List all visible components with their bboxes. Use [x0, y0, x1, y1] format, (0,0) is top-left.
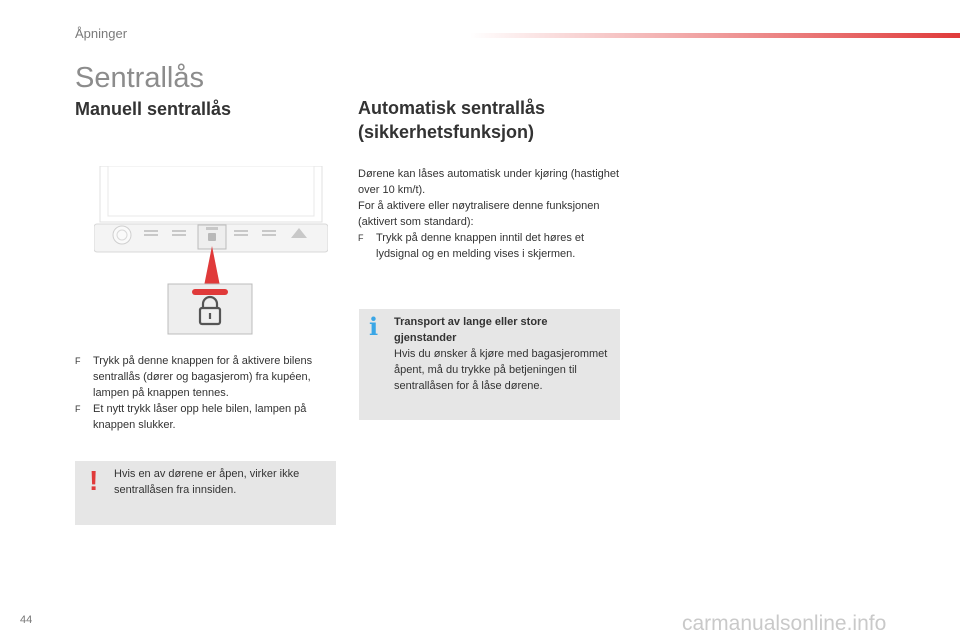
section-label: Åpninger — [75, 26, 128, 41]
right-heading: Automatisk sentrallås (sikkerhetsfunksjon) — [358, 98, 546, 142]
bullet-icon: F — [75, 404, 81, 414]
warning-icon: ! — [89, 465, 99, 496]
bullet-text: Trykk på denne knappen for å aktivere bilens sentrallås (dører og bagasjerom) fra kupéen, lampen på knappen tennes. — [93, 355, 313, 399]
info-content — [394, 314, 612, 394]
bullet-item — [358, 230, 620, 262]
left-heading: Manuell sentrallås — [75, 99, 232, 119]
page-number: 44 — [20, 614, 33, 626]
central-locking-illustration — [94, 166, 328, 342]
bullet-icon: F — [75, 356, 81, 366]
paragraph-1: Dørene kan låses automatisk under kjøring (hastighet over 10 km/t). — [358, 168, 620, 196]
info-icon: i — [369, 312, 379, 341]
watermark: carmanualsonline.info — [682, 612, 887, 635]
info-text: Hvis du ønsker å kjøre med bagasjerommet åpent, må du trykke på betjeningen til sentrallåsen for å låse dørene. — [394, 348, 608, 392]
paragraph-2: For å aktivere eller nøytralisere denne funksjonen (aktivert som standard): — [358, 200, 600, 228]
warning-note — [75, 461, 336, 525]
info-note — [359, 309, 620, 420]
bullet-text: Et nytt trykk låser opp hele bilen, lampen på knappen slukker. — [93, 403, 307, 431]
volume-knob-icon — [113, 226, 131, 244]
info-title: Transport av lange eller store gjenstander — [394, 316, 548, 344]
bullet-icon: F — [358, 233, 364, 243]
lock-button-small-icon — [198, 225, 226, 249]
right-description — [358, 166, 620, 262]
page-title: Sentrallås — [75, 62, 204, 94]
header-bar — [470, 33, 960, 38]
warning-text: Hvis en av dørene er åpen, virker ikke sentrallåsen fra innsiden. — [114, 468, 300, 496]
bullet-text: Trykk på denne knappen inntil det høres et lydsignal og en melding vises i skjermen. — [376, 232, 585, 260]
bullet-item — [75, 353, 343, 401]
lock-indicator-lamp — [192, 289, 228, 295]
bullet-item — [75, 401, 343, 433]
left-instructions — [75, 353, 343, 433]
